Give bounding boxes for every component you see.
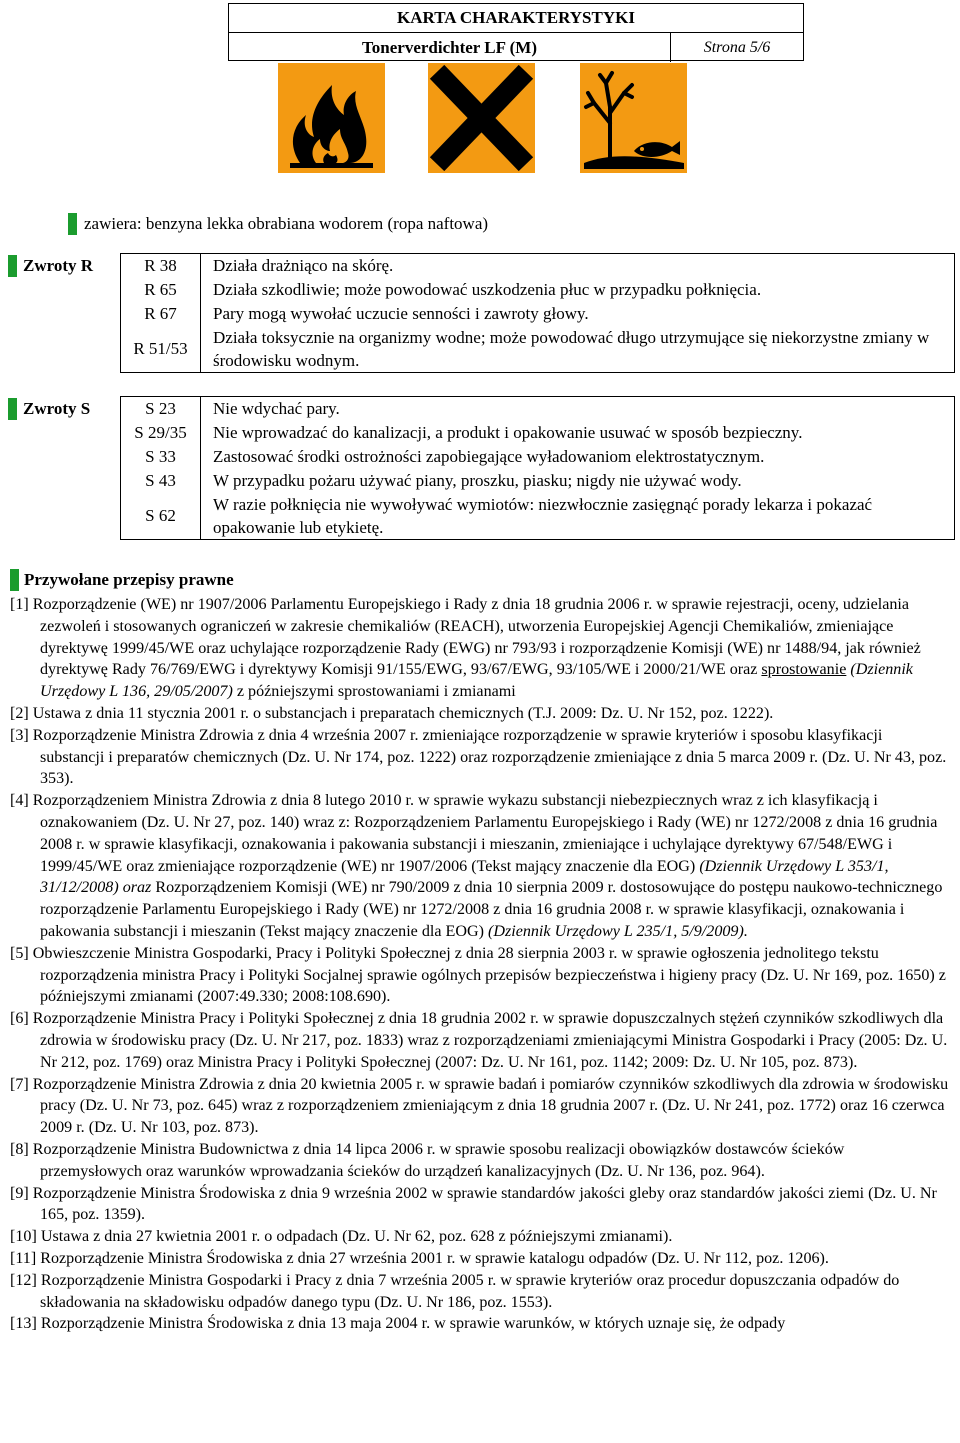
phrase-code: R 67 <box>121 302 201 326</box>
phrase-code: S 62 <box>121 493 201 540</box>
table-row <box>121 469 955 493</box>
table-row <box>121 326 955 373</box>
phrase-text: Działa szkodliwie; może powodować uszkodzenia płuc w przypadku połknięcia. <box>213 280 762 299</box>
references-section <box>10 568 950 1335</box>
page-number: Strona 5/6 <box>703 39 771 56</box>
reference-item: [9] Rozporządzenie Ministra Środowiska z dnia 9 września 2002 w sprawie standardów jakości gleby oraz standardów jakości ziemi (Dz. U. Nr 165, poz. 1359). <box>10 1184 937 1224</box>
s-phrases-table <box>120 396 955 540</box>
phrase-text: Działa toksycznie na organizmy wodne; może powodować długo utrzymujące się niekorzystne zmiany w środowisku wodnym. <box>213 328 930 370</box>
table-row <box>121 302 955 326</box>
marker-bar <box>8 255 17 277</box>
reference-item: [1] Rozporządzenie (WE) nr 1907/2006 Parlamentu Europejskiego i Rady z dnia 18 grudnia 2006 r. w sprawie rejestracji, oceny, udzielania zezwoleń i stosowanych ograniczeń w zakresie chemikaliów (REACH), utworzenia Europejskiej Agencji Chemikaliów, zmieniające dyrektywę 1999/45/WE oraz uchylające rozporządzenie Rady (EWG) nr 793/93 i rozporządzenie Komisji (WE) nr 1488/94, jak również dyrektywę Rady 76/769/EWG i dyrektywy Komisji 91/155/EWG, 93/67/EWG, 93/105/WE i 2000/21/WE oraz sprostowanie (Dziennik Urzędowy L 136, 29/05/2007) z późniejszymi sprostowaniami i zmianami <box>10 596 921 701</box>
phrase-text: Nie wdychać pary. <box>213 399 340 418</box>
reference-item: [12] Rozporządzenie Ministra Gospodarki i Pracy z dnia 7 września 2005 r. w sprawie kryteriów oraz procedur dopuszczania odpadów do składowania na składowisku odpadów danego typu (Dz. U. Nr 186, poz. 1553). <box>10 1271 900 1311</box>
table-row <box>121 493 955 540</box>
document-title: KARTA CHARAKTERYSTYKI <box>229 4 803 33</box>
phrase-text: Nie wprowadzać do kanalizacji, a produkt i opakowanie usuwać w sposób bezpieczny. <box>213 423 803 442</box>
dead-tree-fish-icon <box>580 63 687 173</box>
r-phrases-table <box>120 253 955 373</box>
document-header <box>228 3 804 61</box>
table-row <box>121 278 955 302</box>
s-phrases-label: Zwroty S <box>8 397 90 421</box>
product-name: Tonerverdichter LF (M) <box>229 33 671 62</box>
phrase-code: R 38 <box>121 254 201 279</box>
phrase-code: S 29/35 <box>121 421 201 445</box>
reference-item: [4] Rozporządzeniem Ministra Zdrowia z dnia 8 lutego 2010 r. w sprawie wykazu substancji niebezpiecznych wraz z ich klasyfikacją i oznakowaniem (Dz. U. Nr 27, poz. 140) wraz z: Rozporządzeniem Parlamentu Europejskiego i Rady (WE) nr 1272/2008 z dnia 16 grudnia 2008 r. w sprawie klasyfikacji, oznakowania i pakowania substancji i mieszanin, zmieniające i uchylające dyrektywy 67/548/EWG i 1999/45/WE oraz zmieniające rozporządzenie (WE) nr 1907/2006 (Tekst mający znaczenie dla EOG) (Dziennik Urzędowy L 353/1, 31/12/2008) oraz Rozporządzeniem Komisji (WE) nr 790/2009 z dnia 10 sierpnia 2009 r. dostosowujące do postępu naukowo-technicznego rozporządzenie Parlamentu Europejskiego i Rady (WE) nr 1272/2008 z dnia 16 grudnia 2008 r. w sprawie klasyfikacji, oznakowania i pakowania substancji i mieszanin (Tekst mający znaczenie dla EOG) (Dziennik Urzędowy L 235/1, 5/9/2009). <box>10 792 943 940</box>
reference-item: [10] Ustawa z dnia 27 kwietnia 2001 r. o odpadach (Dz. U. Nr 62, poz. 628 z późniejszymi zmianami). <box>10 1228 673 1246</box>
contains-line <box>68 212 488 236</box>
reference-item: [13] Rozporządzenie Ministra Środowiska z dnia 13 maja 2004 r. w sprawie warunków, w których uznaje się, że odpady <box>10 1315 786 1333</box>
reference-item: [2] Ustawa z dnia 11 stycznia 2001 r. o substancjach i preparatach chemicznych (T.J. 2009: Dz. U. Nr 152, poz. 1222). <box>10 704 774 722</box>
references-title: Przywołane przepisy prawne <box>10 568 950 592</box>
marker-bar <box>10 569 19 591</box>
phrase-text: W razie połknięcia nie wywoływać wymiotów: niezwłocznie zasięgnąć porady lekarza i pokazać opakowanie lub etykietę. <box>213 495 873 537</box>
reference-item: [6] Rozporządzenie Ministra Pracy i Polityki Społecznej z dnia 18 grudnia 2002 r. w sprawie dopuszczalnych stężeń czynników szkodliwych dla zdrowia w środowisku pracy (Dz. U. Nr 217, poz. 1833) wraz z rozporządzeniami zmieniającymi Ministra Gospodarki i Pracy (2005: Dz. U. Nr 212, poz. 1769) oraz Ministra Pracy i Polityki Społecznej (2007: Dz. U. Nr 161, poz. 1142; 2009: Dz. U. Nr 105, poz. 873). <box>10 1010 948 1071</box>
phrase-text: W przypadku pożaru używać piany, proszku, piasku; nigdy nie używać wody. <box>213 471 742 490</box>
reference-item: [8] Rozporządzenie Ministra Budownictwa z dnia 14 lipca 2006 r. w sprawie sposobu realizacji obowiązków dostawców ścieków przemysłowych oraz warunków wprowadzania ścieków do urządzeń kanalizacyjnych (Dz. U. Nr 136, poz. 964). <box>10 1140 845 1180</box>
phrase-code: S 23 <box>121 397 201 422</box>
phrase-text: Zastosować środki ostrożności zapobiegające wyładowaniom elektrostatycznym. <box>213 447 765 466</box>
correction-link[interactable]: sprostowanie <box>761 661 847 679</box>
reference-item: [3] Rozporządzenie Ministra Zdrowia z dnia 4 września 2007 r. zmieniające rozporządzenie w sprawie kryteriów i sposobu klasyfikacji substancji i preparatów chemicznych (Dz. U. Nr 174, poz. 1222) oraz rozporządzenie zmieniające z dnia 5 marca 2009 r. (Dz. U. Nr 43, poz. 353). <box>10 726 947 788</box>
phrase-text: Działa drażniąco na skórę. <box>213 256 394 275</box>
phrase-code: S 33 <box>121 445 201 469</box>
flame-icon <box>278 63 385 173</box>
phrase-text: Pary mogą wywołać uczucie senności i zawroty głowy. <box>213 304 589 323</box>
table-row <box>121 397 955 422</box>
reference-item: [5] Obwieszczenie Ministra Gospodarki, Pracy i Polityki Społecznej z dnia 28 sierpnia 2003 r. w sprawie ogłoszenia jednolitego tekstu rozporządzenia ministra Pracy i Polityki Socjalnej sprawie ogólnych przepisów bezpieczeństwa i higieny pracy (Dz. U. Nr 169, poz. 1650) z późniejszymi zmianami (2007:49.330; 2008:108.690). <box>10 944 946 1006</box>
reference-item: [7] Rozporządzenie Ministra Zdrowia z dnia 20 kwietnia 2005 r. w sprawie badań i pomiarów czynników szkodliwych dla zdrowia w środowisku pracy (Dz. U. Nr 73, poz. 645) wraz z rozporządzeniem zmieniającym z dnia 18 grudnia 2007 r. (Dz. U. Nr 241, poz. 1772) oraz 16 czerwca 2009 r. (Dz. U. Nr 103, poz. 873). <box>10 1075 949 1137</box>
phrase-code: R 51/53 <box>121 326 201 373</box>
table-row <box>121 421 955 445</box>
table-row <box>121 254 955 279</box>
phrase-code: S 43 <box>121 469 201 493</box>
reference-item: [11] Rozporządzenie Ministra Środowiska z dnia 27 września 2001 r. w sprawie katalogu odpadów (Dz. U. Nr 112, poz. 1206). <box>10 1249 829 1267</box>
phrase-code: R 65 <box>121 278 201 302</box>
contains-text: zawiera: benzyna lekka obrabiana wodorem (ropa naftowa) <box>84 214 489 233</box>
marker-bar <box>68 213 77 235</box>
harmful-cross-icon <box>428 63 535 173</box>
table-row <box>121 445 955 469</box>
r-phrases-label: Zwroty R <box>8 254 93 278</box>
marker-bar <box>8 398 17 420</box>
